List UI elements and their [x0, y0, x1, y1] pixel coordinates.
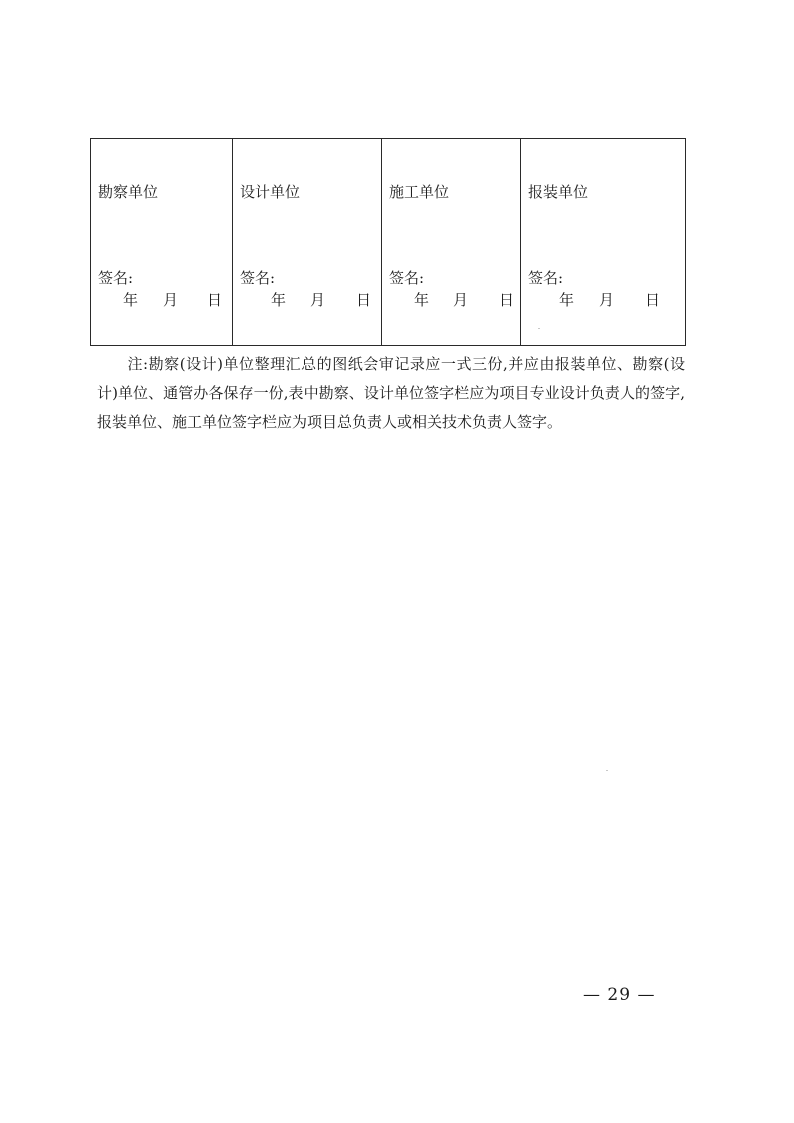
- footnote-text: 注:勘察(设计)单位整理汇总的图纸会审记录应一式三份,并应由报装单位、勘察(设计)单位、通管办各保存一份,表中勘察、设计单位签字栏应为项目专业设计负责人的签字,报装单位、施工单位签字栏应为项目总负责人或相关技术负责人签字。: [97, 355, 685, 431]
- day-label: 日: [356, 291, 372, 309]
- unit-name: 报装单位: [528, 183, 589, 201]
- year-label: 年: [271, 291, 287, 309]
- unit-name: 勘察单位: [98, 183, 159, 201]
- month-label: 月: [163, 291, 179, 309]
- unit-name: 设计单位: [240, 183, 301, 201]
- month-label: 月: [310, 291, 326, 309]
- signature-table: [90, 138, 686, 346]
- year-label: 年: [414, 291, 430, 309]
- signature-label: 签名:: [528, 269, 564, 287]
- scan-speck: [538, 328, 540, 329]
- signature-cell-applicant-unit: [521, 139, 685, 345]
- signature-label: 签名:: [240, 269, 276, 287]
- scan-speck: [606, 770, 608, 771]
- signature-label: 签名:: [389, 269, 425, 287]
- signature-label: 签名:: [98, 269, 134, 287]
- day-label: 日: [207, 291, 223, 309]
- day-label: 日: [499, 291, 515, 309]
- signature-cell-survey-unit: [91, 139, 233, 345]
- year-label: 年: [559, 291, 575, 309]
- month-label: 月: [453, 291, 469, 309]
- page-number: — 29 —: [583, 985, 656, 1005]
- signature-cell-construction-unit: [382, 139, 521, 345]
- year-label: 年: [123, 291, 139, 309]
- footnote: [97, 350, 685, 437]
- unit-name: 施工单位: [389, 183, 450, 201]
- signature-cell-design-unit: [233, 139, 382, 345]
- month-label: 月: [599, 291, 615, 309]
- day-label: 日: [645, 291, 661, 309]
